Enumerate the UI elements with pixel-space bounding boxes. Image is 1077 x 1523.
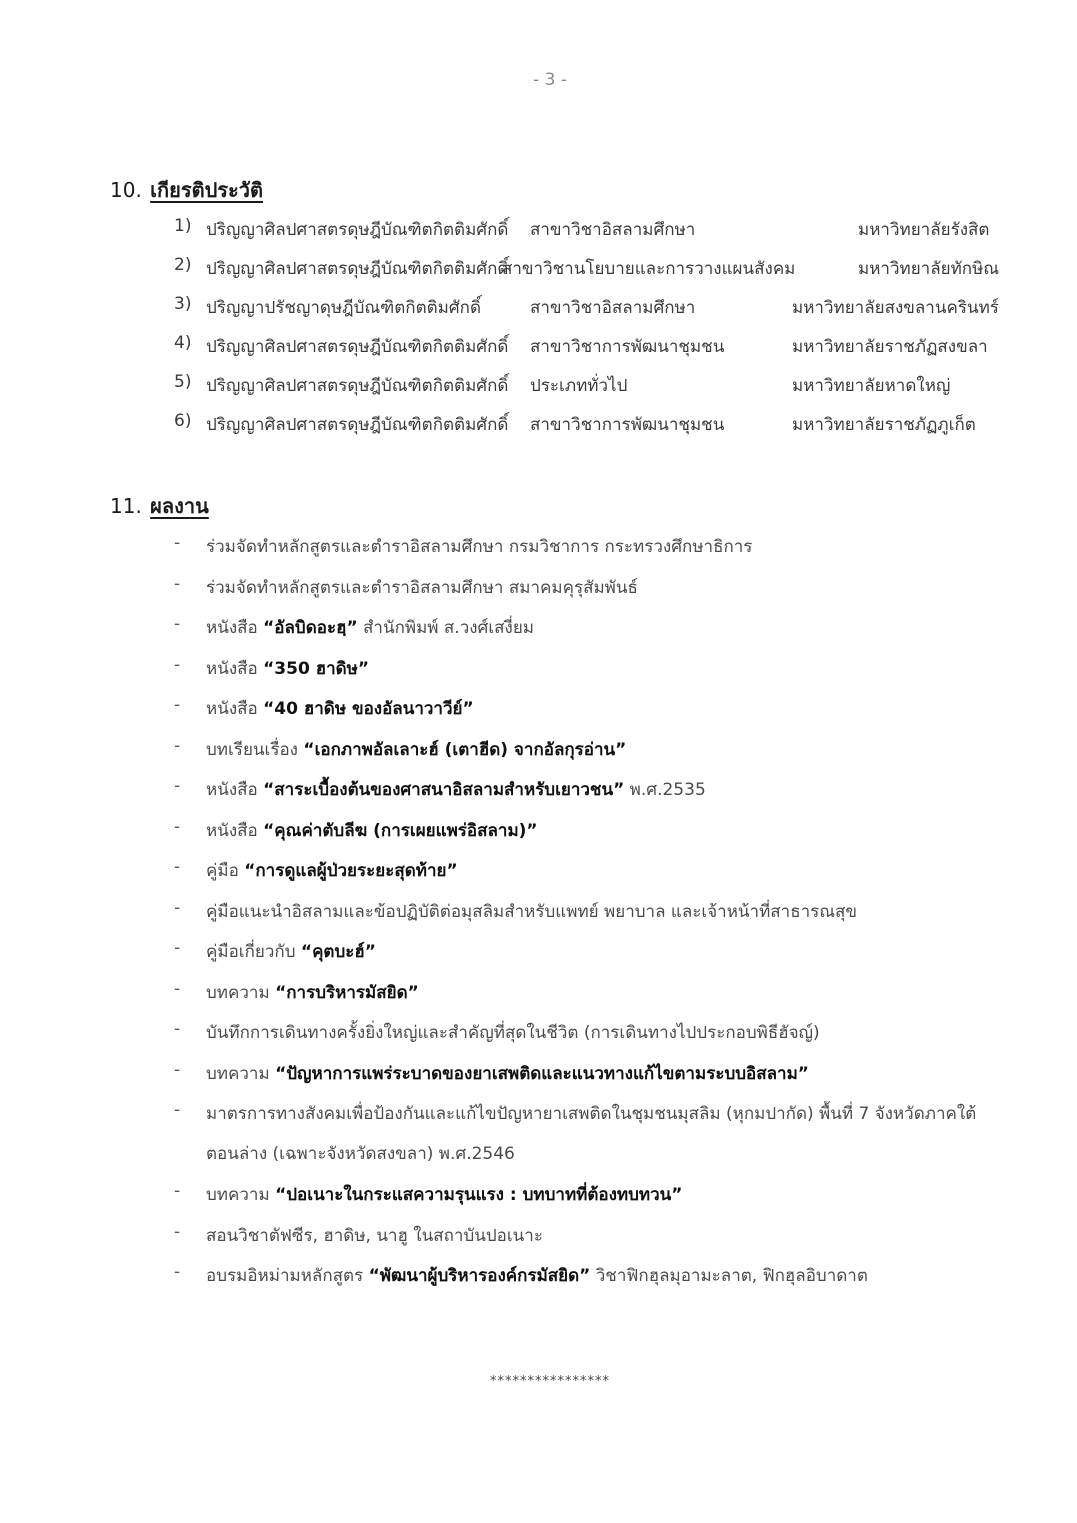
honor-number: 6) [174,411,192,431]
honor-field: สาขาวิชาการพัฒนาชุมชน [530,337,725,357]
bullet-dash: - [174,938,181,958]
honor-number: 2) [174,255,192,275]
work-text-plain: ร่วมจัดทำหลักสูตรและตำราอิสลามศึกษา สมาคมคุรุสัมพันธ์ [206,577,638,598]
work-text [206,857,458,884]
work-text [206,533,752,560]
honor-item [0,372,1077,402]
honor-university: มหาวิทยาลัยหาดใหญ่ [792,376,951,396]
honor-field: สาขาวิชาการพัฒนาชุมชน [530,415,725,435]
bullet-dash: - [174,735,181,756]
work-text-plain: บันทึกการเดินทางครั้งยิ่งใหญ่และสำคัญที่สุดในชีวิต (การเดินทางไปประกอบพิธีฮัจญ์) [206,1023,820,1043]
work-title-bold: “พัฒนาผู้บริหารองค์กรมัสยิด” [368,1266,591,1286]
work-text-plain: บทเรียนเรื่อง [206,739,304,760]
bullet-dash: - [174,857,181,877]
work-text [206,1060,809,1087]
honor-item [0,411,1077,441]
honors-title: เกียรติประวัติ [150,178,263,202]
bullet-dash: - [174,1100,181,1120]
work-text-plain: หนังสือ [206,820,264,841]
honor-university: มหาวิทยาลัยทักษิณ [858,259,1000,279]
work-title-bold: “ปัญหาการแพร่ระบาดของยาเสพติดและแนวทางแก้ไขตามระบบอิสลาม” [275,1063,809,1084]
bullet-dash: - [174,1262,181,1282]
work-text-plain: หนังสือ [206,780,264,800]
honor-field: ประเภททั่วไป [530,376,628,396]
bullet-dash: - [174,1181,181,1201]
work-text-plain: อบรมอิหม่ามหลักสูตร [206,1266,369,1286]
work-title-bold: “ปอเนาะในกระแสความรุนแรง : บทบาทที่ต้องทบทวน” [275,1185,683,1205]
honor-degree: ปริญญาศิลปศาสตรดุษฎีบัณฑิตกิตติมศักดิ์ [206,415,509,435]
work-text [206,655,369,682]
honor-university: มหาวิทยาลัยสงขลานครินทร์ [792,298,999,318]
honor-item [0,294,1077,324]
work-text [206,979,419,1006]
bullet-dash: - [174,1059,181,1080]
work-text [206,776,706,803]
honor-field: สาขาวิชาอิสลามศึกษา [530,220,696,240]
work-title-bold: “อัลบิดอะฮฺ” [263,618,358,638]
honor-degree: ปริญญาศิลปศาสตรดุษฎีบัณฑิตกิตติมศักดิ์ [206,337,509,357]
bullet-dash: - [174,695,181,715]
bullet-dash: - [174,978,181,999]
work-text [206,817,538,844]
work-text-plain: คู่มือ [206,861,245,881]
work-text [206,1222,543,1249]
honor-degree: ปริญญาปรัชญาดุษฎีบัณฑิตกิตติมศักดิ์ [206,298,482,318]
page-number: - 3 - [533,70,567,90]
works-number: 11. [110,494,142,518]
bullet-dash: - [174,897,181,918]
work-text-suffix: พ.ศ.2535 [624,780,706,800]
works-heading [110,490,209,522]
bullet-dash: - [174,776,181,796]
work-text-continuation: ตอนล่าง (เฉพาะจังหวัดสงขลา) พ.ศ.2546 [206,1144,515,1164]
honor-degree: ปริญญาศิลปศาสตรดุษฎีบัณฑิตกิตติมศักดิ์ [206,220,509,240]
honor-university: มหาวิทยาลัยรังสิต [858,220,990,240]
work-text [206,938,376,965]
honor-item [0,333,1077,363]
honor-number: 1) [174,216,192,236]
work-text [206,898,857,925]
work-text-plain: บทความ [206,1063,276,1084]
honor-number: 4) [174,333,192,353]
work-text [206,695,474,722]
bullet-dash: - [174,614,181,634]
work-title-bold: “การบริหารมัสยิด” [275,982,419,1003]
work-title-bold: “สาระเบื้องต้นของศาสนาอิสลามสำหรับเยาวชน” [263,780,625,800]
bullet-dash: - [174,1221,181,1242]
work-text-plain: บทความ [206,982,276,1003]
work-text-plain: สอนวิชาตัฟซีร, ฮาดิษ, นาฮู ในสถาบันปอเนาะ [206,1225,543,1246]
bullet-dash: - [174,533,181,553]
works-title: ผลงาน [150,494,209,518]
honor-university: มหาวิทยาลัยราชภัฏสงขลา [792,337,988,357]
work-text [206,1019,820,1046]
bullet-dash: - [174,816,181,837]
work-title-bold: “เอกภาพอัลเลาะฮ์ (เตาฮีด) จากอัลกุรอ่าน” [303,739,627,760]
work-text-plain: หนังสือ [206,699,264,719]
honor-degree: ปริญญาศิลปศาสตรดุษฎีบัณฑิตกิตติมศักดิ์ [206,376,509,396]
work-text [206,614,534,641]
work-text [206,1262,868,1289]
honors-heading [110,174,263,206]
work-text-plain: หนังสือ [206,618,264,638]
honor-field: สาขาวิชานโยบายและการวางแผนสังคม [502,259,796,279]
work-title-bold: “การดูแลผู้ป่วยระยะสุดท้าย” [244,861,458,881]
work-text-plain: คู่มือแนะนำอิสลามและข้อปฏิบัติต่อมุสลิมสำหรับแพทย์ พยาบาล และเจ้าหน้าที่สาธารณสุข [206,901,858,922]
work-text [206,1100,976,1127]
honors-number: 10. [110,178,142,202]
honor-university: มหาวิทยาลัยราชภัฏภูเก็ต [792,415,976,435]
work-title-bold: “350 ฮาดิษ” [263,658,370,679]
bullet-dash: - [174,573,181,594]
work-title-bold: “คุณค่าตับลีฆ (การเผยแพร่อิสลาม)” [263,820,538,841]
work-text-plain: หนังสือ [206,658,264,679]
end-mark: **************** [490,1374,610,1389]
honor-field: สาขาวิชาอิสลามศึกษา [530,298,696,318]
work-text [206,574,638,601]
work-text [206,736,626,763]
bullet-dash: - [174,654,181,675]
work-text-plain: ร่วมจัดทำหลักสูตรและตำราอิสลามศึกษา กรมวิชาการ กระทรวงศึกษาธิการ [206,537,753,557]
honor-item [0,216,1077,246]
work-text-suffix: สำนักพิมพ์ ส.วงศ์เสงี่ยม [357,618,534,638]
work-text-suffix: วิชาฟิกฮุลมุอามะลาต, ฟิกฮุลอิบาดาต [590,1266,868,1286]
work-text-plain: มาตรการทางสังคมเพื่อป้องกันและแก้ไขปัญหายาเสพติดในชุมชนมุสลิม (หุกมปากัด) พื้นที่ 7 จังหวัดภาคใต้ [206,1104,977,1124]
work-text [206,1181,682,1208]
honor-number: 3) [174,294,192,314]
work-title-bold: “40 ฮาดิษ ของอัลนาวาวีย์” [263,699,474,719]
work-text-plain: บทความ [206,1185,276,1205]
honor-item [0,255,1077,285]
bullet-dash: - [174,1019,181,1039]
honor-degree: ปริญญาศิลปศาสตรดุษฎีบัณฑิตกิตติมศักดิ์ [206,259,509,279]
work-title-bold: “คุตบะฮ์” [300,942,376,962]
honor-number: 5) [174,372,192,392]
work-text-plain: คู่มือเกี่ยวกับ [206,942,301,962]
